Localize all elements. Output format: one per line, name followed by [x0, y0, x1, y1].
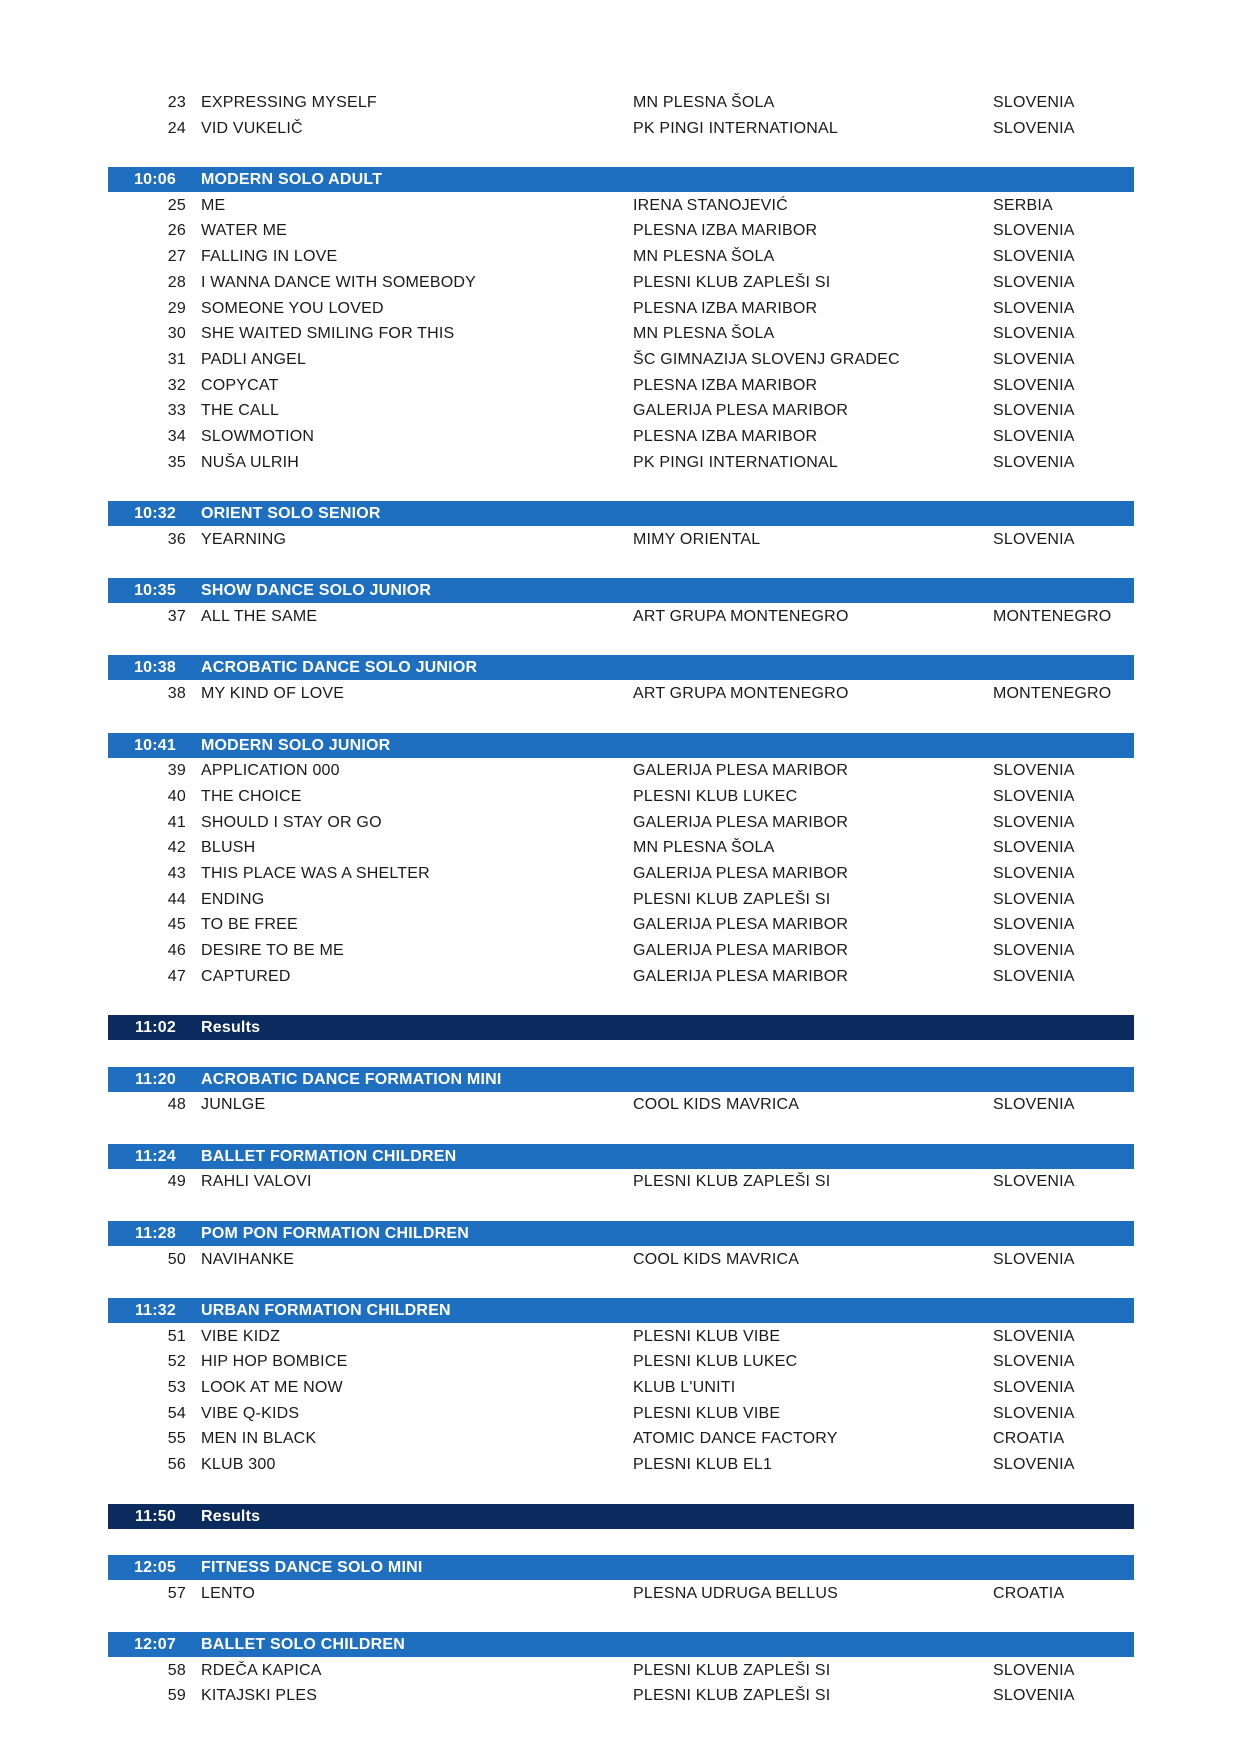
entry-title: LENTO: [201, 1585, 256, 1602]
section-category: SHOW DANCE SOLO JUNIOR: [201, 582, 432, 599]
entry-country: SLOVENIA: [993, 839, 1075, 856]
entry-club: KLUB L'UNITI: [633, 1379, 736, 1396]
entry-country: SLOVENIA: [993, 300, 1075, 317]
entry-number: 53: [167, 1379, 186, 1396]
section-category: MODERN SOLO ADULT: [201, 171, 383, 188]
entry-title: CAPTURED: [201, 968, 291, 985]
entry-row: [108, 681, 1134, 706]
entry-club: GALERIJA PLESA MARIBOR: [633, 762, 849, 779]
entry-row: [108, 193, 1134, 218]
category-header: [108, 655, 1134, 680]
entry-row: [108, 758, 1134, 783]
category-header: [108, 1632, 1134, 1657]
section-time: 12:07: [134, 1636, 176, 1653]
section-time: 10:35: [134, 582, 176, 599]
entry-title: DESIRE TO BE ME: [201, 942, 344, 959]
entry-country: SLOVENIA: [993, 531, 1075, 548]
entry-title: SHE WAITED SMILING FOR THIS: [201, 325, 455, 342]
section-time: 10:06: [134, 171, 176, 188]
entry-club: PLESNA IZBA MARIBOR: [633, 222, 818, 239]
entry-row: [108, 912, 1134, 937]
entry-title: VID VUKELIČ: [201, 120, 303, 137]
entry-club: PK PINGI INTERNATIONAL: [633, 120, 839, 137]
entry-row: [108, 810, 1134, 835]
section-category: POM PON FORMATION CHILDREN: [201, 1225, 470, 1242]
entry-number: 46: [167, 942, 186, 959]
entry-country: SLOVENIA: [993, 1096, 1075, 1113]
entry-number: 28: [167, 274, 186, 291]
entry-country: SLOVENIA: [993, 222, 1075, 239]
entry-row: [108, 116, 1134, 141]
entry-country: SLOVENIA: [993, 891, 1075, 908]
entry-number: 41: [167, 814, 186, 831]
section-category: MODERN SOLO JUNIOR: [201, 737, 391, 754]
entry-title: BLUSH: [201, 839, 256, 856]
entry-title: PADLI ANGEL: [201, 351, 307, 368]
entry-row: [108, 887, 1134, 912]
entry-club: GALERIJA PLESA MARIBOR: [633, 402, 849, 419]
entry-country: SLOVENIA: [993, 916, 1075, 933]
entry-title: RDEČA KAPICA: [201, 1662, 322, 1679]
section-time: 11:32: [134, 1302, 176, 1319]
section-time: 10:32: [134, 505, 176, 522]
entry-country: SLOVENIA: [993, 1173, 1075, 1190]
entry-club: PLESNA IZBA MARIBOR: [633, 300, 818, 317]
entry-number: 33: [167, 402, 186, 419]
entry-club: PLESNA IZBA MARIBOR: [633, 428, 818, 445]
entry-club: GALERIJA PLESA MARIBOR: [633, 814, 849, 831]
entry-number: 47: [167, 968, 186, 985]
entry-country: SLOVENIA: [993, 1328, 1075, 1345]
entry-number: 49: [167, 1173, 186, 1190]
entry-number: 29: [167, 300, 186, 317]
entry-title: COPYCAT: [201, 377, 279, 394]
entry-title: THIS PLACE WAS A SHELTER: [201, 865, 430, 882]
entry-country: SLOVENIA: [993, 454, 1075, 471]
entry-title: MY KIND OF LOVE: [201, 685, 345, 702]
entry-number: 36: [167, 531, 186, 548]
entry-country: SLOVENIA: [993, 968, 1075, 985]
section-category: BALLET FORMATION CHILDREN: [201, 1148, 457, 1165]
entry-row: [108, 424, 1134, 449]
section-category: BALLET SOLO CHILDREN: [201, 1636, 405, 1653]
category-header: [108, 578, 1134, 603]
entry-country: SLOVENIA: [993, 762, 1075, 779]
entry-row: [108, 1324, 1134, 1349]
entry-row: [108, 604, 1134, 629]
entry-country: SLOVENIA: [993, 402, 1075, 419]
entry-row: [108, 450, 1134, 475]
entry-row: [108, 1658, 1134, 1683]
entry-number: 24: [167, 120, 186, 137]
entry-country: SLOVENIA: [993, 120, 1075, 137]
entry-row: [108, 218, 1134, 243]
entry-country: CROATIA: [993, 1585, 1065, 1602]
entry-row: [108, 244, 1134, 269]
category-header: [108, 1067, 1134, 1092]
entry-title: WATER ME: [201, 222, 288, 239]
entry-number: 35: [167, 454, 186, 471]
entry-club: PLESNI KLUB ZAPLEŠI SI: [633, 274, 831, 291]
entry-number: 42: [167, 839, 186, 856]
entry-number: 38: [167, 685, 186, 702]
entry-number: 27: [167, 248, 186, 265]
section-category: ACROBATIC DANCE SOLO JUNIOR: [201, 659, 478, 676]
entry-title: RAHLI VALOVI: [201, 1173, 312, 1190]
category-header: [108, 733, 1134, 758]
entry-title: EXPRESSING MYSELF: [201, 94, 377, 111]
entry-row: [108, 1581, 1134, 1606]
entry-number: 55: [167, 1430, 186, 1447]
entry-number: 26: [167, 222, 186, 239]
entry-title: YEARNING: [201, 531, 287, 548]
category-header: [108, 167, 1134, 192]
entry-club: PLESNI KLUB LUKEC: [633, 788, 798, 805]
entry-country: SLOVENIA: [993, 1353, 1075, 1370]
section-time: 11:02: [134, 1019, 176, 1036]
entry-title: THE CHOICE: [201, 788, 302, 805]
entry-country: SLOVENIA: [993, 94, 1075, 111]
entry-country: SLOVENIA: [993, 1379, 1075, 1396]
entry-club: MN PLESNA ŠOLA: [633, 248, 775, 265]
entry-title: ENDING: [201, 891, 265, 908]
entry-number: 40: [167, 788, 186, 805]
entry-title: KLUB 300: [201, 1456, 276, 1473]
entry-country: SLOVENIA: [993, 351, 1075, 368]
entry-row: [108, 964, 1134, 989]
entry-club: PLESNA IZBA MARIBOR: [633, 377, 818, 394]
entry-title: THE CALL: [201, 402, 280, 419]
results-header: [108, 1015, 1134, 1040]
entry-country: CROATIA: [993, 1430, 1065, 1447]
entry-club: ATOMIC DANCE FACTORY: [633, 1430, 838, 1447]
category-header: [108, 1221, 1134, 1246]
entry-number: 32: [167, 377, 186, 394]
entry-country: SLOVENIA: [993, 942, 1075, 959]
section-category: Results: [201, 1019, 261, 1036]
entry-country: MONTENEGRO: [993, 608, 1112, 625]
section-category: ORIENT SOLO SENIOR: [201, 505, 381, 522]
entry-title: JUNLGE: [201, 1096, 266, 1113]
entry-title: TO BE FREE: [201, 916, 298, 933]
entry-number: 50: [167, 1251, 186, 1268]
entry-club: PLESNI KLUB VIBE: [633, 1328, 781, 1345]
section-time: 11:20: [134, 1071, 176, 1088]
entry-title: APPLICATION 000: [201, 762, 340, 779]
entry-row: [108, 1092, 1134, 1117]
entry-club: MN PLESNA ŠOLA: [633, 839, 775, 856]
entry-number: 57: [167, 1585, 186, 1602]
entry-number: 30: [167, 325, 186, 342]
entry-number: 34: [167, 428, 186, 445]
entry-number: 43: [167, 865, 186, 882]
entry-row: [108, 1426, 1134, 1451]
entry-country: SLOVENIA: [993, 814, 1075, 831]
entry-title: KITAJSKI PLES: [201, 1687, 318, 1704]
section-time: 10:38: [134, 659, 176, 676]
entry-number: 23: [167, 94, 186, 111]
entry-club: PLESNI KLUB LUKEC: [633, 1353, 798, 1370]
entry-club: GALERIJA PLESA MARIBOR: [633, 968, 849, 985]
entry-club: PLESNA UDRUGA BELLUS: [633, 1585, 838, 1602]
entry-title: SOMEONE YOU LOVED: [201, 300, 384, 317]
entry-row: [108, 1452, 1134, 1477]
entry-club: PLESNI KLUB ZAPLEŠI SI: [633, 1173, 831, 1190]
entry-title: SLOWMOTION: [201, 428, 315, 445]
entry-country: SLOVENIA: [993, 788, 1075, 805]
entry-row: [108, 527, 1134, 552]
entry-row: [108, 321, 1134, 346]
entry-club: GALERIJA PLESA MARIBOR: [633, 865, 849, 882]
entry-row: [108, 398, 1134, 423]
section-time: 11:28: [134, 1225, 176, 1242]
entry-country: SLOVENIA: [993, 1456, 1075, 1473]
entry-club: ART GRUPA MONTENEGRO: [633, 608, 849, 625]
entry-country: SLOVENIA: [993, 1251, 1075, 1268]
category-header: [108, 1298, 1134, 1323]
entry-row: [108, 784, 1134, 809]
entry-number: 56: [167, 1456, 186, 1473]
entry-club: PLESNI KLUB VIBE: [633, 1405, 781, 1422]
entry-club: COOL KIDS MAVRICA: [633, 1251, 800, 1268]
entry-number: 58: [167, 1662, 186, 1679]
entry-country: SLOVENIA: [993, 377, 1075, 394]
entry-title: VIBE KIDZ: [201, 1328, 281, 1345]
entry-number: 48: [167, 1096, 186, 1113]
category-header: [108, 1144, 1134, 1169]
entry-row: [108, 1683, 1134, 1708]
entry-club: PLESNI KLUB ZAPLEŠI SI: [633, 1662, 831, 1679]
entry-number: 44: [167, 891, 186, 908]
entry-title: NAVIHANKE: [201, 1251, 295, 1268]
entry-number: 59: [167, 1687, 186, 1704]
section-category: ACROBATIC DANCE FORMATION MINI: [201, 1071, 502, 1088]
entry-row: [108, 1247, 1134, 1272]
section-time: 11:24: [134, 1148, 176, 1165]
entry-row: [108, 296, 1134, 321]
category-header: [108, 1555, 1134, 1580]
entry-title: I WANNA DANCE WITH SOMEBODY: [201, 274, 477, 291]
entry-title: ALL THE SAME: [201, 608, 318, 625]
entry-club: GALERIJA PLESA MARIBOR: [633, 942, 849, 959]
entry-title: MEN IN BLACK: [201, 1430, 317, 1447]
entry-number: 54: [167, 1405, 186, 1422]
entry-club: MIMY ORIENTAL: [633, 531, 761, 548]
entry-number: 25: [167, 197, 186, 214]
entry-title: VIBE Q-KIDS: [201, 1405, 300, 1422]
entry-country: SLOVENIA: [993, 1405, 1075, 1422]
section-time: 12:05: [134, 1559, 176, 1576]
entry-country: SLOVENIA: [993, 1662, 1075, 1679]
entry-country: SERBIA: [993, 197, 1053, 214]
entry-title: SHOULD I STAY OR GO: [201, 814, 382, 831]
entry-row: [108, 1169, 1134, 1194]
entry-club: MN PLESNA ŠOLA: [633, 325, 775, 342]
entry-country: SLOVENIA: [993, 274, 1075, 291]
entry-club: GALERIJA PLESA MARIBOR: [633, 916, 849, 933]
section-category: URBAN FORMATION CHILDREN: [201, 1302, 451, 1319]
category-header: [108, 501, 1134, 526]
entry-club: PK PINGI INTERNATIONAL: [633, 454, 839, 471]
entry-row: [108, 347, 1134, 372]
entry-country: SLOVENIA: [993, 325, 1075, 342]
entry-number: 31: [167, 351, 186, 368]
section-category: Results: [201, 1508, 261, 1525]
entry-club: IRENA STANOJEVIĆ: [633, 197, 788, 214]
entry-title: ME: [201, 197, 226, 214]
section-time: 11:50: [134, 1508, 176, 1525]
entry-row: [108, 835, 1134, 860]
entry-club: PLESNI KLUB ZAPLEŠI SI: [633, 891, 831, 908]
entry-country: SLOVENIA: [993, 248, 1075, 265]
entry-row: [108, 1375, 1134, 1400]
entry-row: [108, 90, 1134, 115]
results-header: [108, 1504, 1134, 1529]
entry-row: [108, 270, 1134, 295]
entry-club: ART GRUPA MONTENEGRO: [633, 685, 849, 702]
entry-title: LOOK AT ME NOW: [201, 1379, 343, 1396]
entry-country: SLOVENIA: [993, 1687, 1075, 1704]
entry-number: 52: [167, 1353, 186, 1370]
entry-club: MN PLESNA ŠOLA: [633, 94, 775, 111]
entry-number: 45: [167, 916, 186, 933]
section-category: FITNESS DANCE SOLO MINI: [201, 1559, 423, 1576]
entry-country: SLOVENIA: [993, 428, 1075, 445]
entry-club: ŠC GIMNAZIJA SLOVENJ GRADEC: [633, 351, 900, 368]
entry-title: HIP HOP BOMBICE: [201, 1353, 348, 1370]
entry-club: PLESNI KLUB ZAPLEŠI SI: [633, 1687, 831, 1704]
entry-row: [108, 861, 1134, 886]
entry-country: MONTENEGRO: [993, 685, 1112, 702]
entry-number: 39: [167, 762, 186, 779]
entry-row: [108, 1349, 1134, 1374]
entry-row: [108, 373, 1134, 398]
entry-club: COOL KIDS MAVRICA: [633, 1096, 800, 1113]
entry-number: 37: [167, 608, 186, 625]
entry-club: PLESNI KLUB EL1: [633, 1456, 773, 1473]
entry-title: FALLING IN LOVE: [201, 248, 338, 265]
entry-title: NUŠA ULRIH: [201, 454, 300, 471]
section-time: 10:41: [134, 737, 176, 754]
entry-number: 51: [167, 1328, 186, 1345]
entry-row: [108, 1401, 1134, 1426]
entry-country: SLOVENIA: [993, 865, 1075, 882]
entry-row: [108, 938, 1134, 963]
